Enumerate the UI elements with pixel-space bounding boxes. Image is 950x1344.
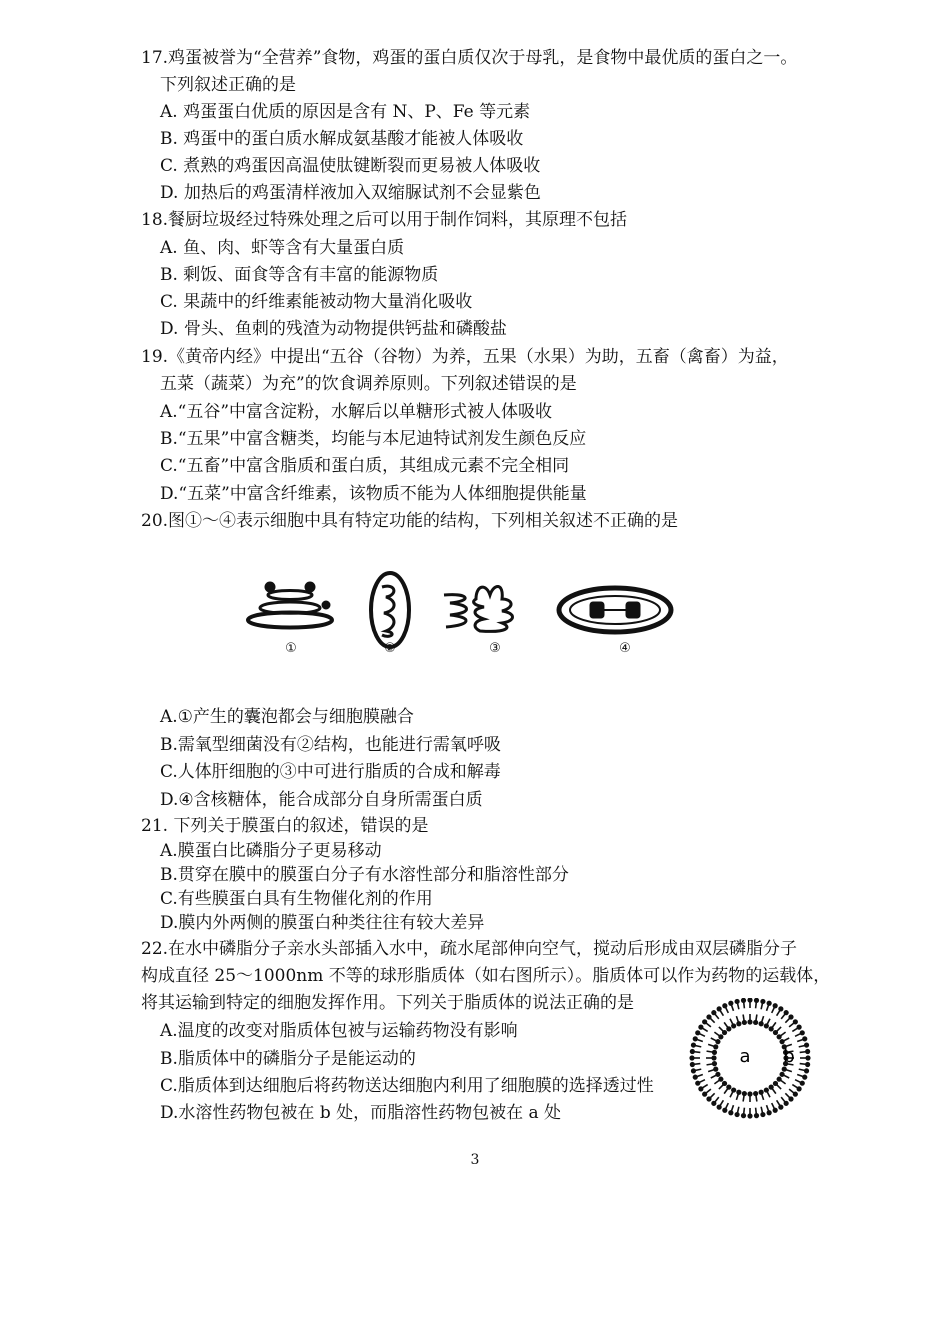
q18-option-b: B. 剩饭、面食等含有丰富的能源物质 bbox=[160, 265, 439, 285]
q17-stem-line2: 下列叙述正确的是 bbox=[160, 75, 296, 95]
q18-option-a: A. 鱼、肉、虾等含有大量蛋白质 bbox=[160, 238, 405, 258]
mitochondrion-drawing bbox=[371, 573, 409, 647]
q21-option-b: B.贯穿在膜中的膜蛋白分子有水溶性部分和脂溶性部分 bbox=[160, 865, 569, 885]
chloroplast-drawing bbox=[559, 588, 671, 632]
q20-stem-line1: 20.图①～④表示细胞中具有特定功能的结构，下列相关叙述不正确的是 bbox=[141, 511, 679, 531]
q22-stem-line1: 22.在水中磷脂分子亲水头部插入水中，疏水尾部伸向空气，搅动后形成由双层磷脂分子 bbox=[141, 939, 798, 959]
q17-stem-line1: 17.鸡蛋被誉为“全营养”食物，鸡蛋的蛋白质仅次于母乳，是食物中最优质的蛋白之一。 bbox=[141, 48, 798, 68]
q21-option-c: C.有些膜蛋白具有生物催化剂的作用 bbox=[160, 889, 433, 909]
liposome-label-b: b bbox=[783, 1046, 795, 1067]
golgi-apparatus-drawing bbox=[248, 583, 332, 628]
q22-stem-line3: 将其运输到特定的细胞发挥作用。下列关于脂质体的说法正确的是 bbox=[141, 993, 634, 1013]
q19-option-a: A.“五谷”中富含淀粉，水解后以单糖形式被人体吸收 bbox=[160, 402, 553, 422]
q22-option-d: D.水溶性药物包被在 b 处，而脂溶性药物包被在 a 处 bbox=[160, 1103, 562, 1123]
q18-option-c: C. 果蔬中的纤维素能被动物大量消化吸收 bbox=[160, 292, 473, 312]
q17-option-a: A. 鸡蛋蛋白优质的原因是含有 N、P、Fe 等元素 bbox=[160, 102, 531, 122]
q20-option-c: C.人体肝细胞的③中可进行脂质的合成和解毒 bbox=[160, 762, 501, 782]
figure-label-2: ② bbox=[384, 641, 396, 656]
q20-option-d: D.④含核糖体，能合成部分自身所需蛋白质 bbox=[160, 790, 483, 810]
q19-stem-line1: 19.《黄帝内经》中提出“五谷（谷物）为养，五果（水果）为助，五畜（禽畜）为益， bbox=[141, 347, 789, 367]
q18-stem-line1: 18.餐厨垃圾经过特殊处理之后可以用于制作饲料，其原理不包括 bbox=[141, 210, 628, 230]
q21-option-a: A.膜蛋白比磷脂分子更易移动 bbox=[160, 841, 382, 861]
q22-option-a: A.温度的改变对脂质体包被与运输药物没有影响 bbox=[160, 1021, 518, 1041]
organelle-figure bbox=[240, 565, 690, 675]
q19-option-b: B.“五果”中富含糖类，均能与本尼迪特试剂发生颜色反应 bbox=[160, 429, 587, 449]
figure-label-3: ③ bbox=[489, 641, 501, 656]
q17-option-c: C. 煮熟的鸡蛋因高温使肽键断裂而更易被人体吸收 bbox=[160, 156, 541, 176]
figure-label-4: ④ bbox=[619, 641, 631, 656]
page-number: 3 bbox=[470, 1152, 480, 1168]
q19-option-d: D.“五菜”中富含纤维素，该物质不能为人体细胞提供能量 bbox=[160, 484, 587, 504]
q18-option-d: D. 骨头、鱼刺的残渣为动物提供钙盐和磷酸盐 bbox=[160, 319, 507, 339]
q17-option-b: B. 鸡蛋中的蛋白质水解成氨基酸才能被人体吸收 bbox=[160, 129, 524, 149]
q19-option-c: C.“五畜”中富含脂质和蛋白质，其组成元素不完全相同 bbox=[160, 456, 570, 476]
q20-option-b: B.需氧型细菌没有②结构，也能进行需氧呼吸 bbox=[160, 735, 501, 755]
q19-stem-line2: 五菜（蔬菜）为充”的饮食调养原则。下列叙述错误的是 bbox=[160, 374, 577, 394]
q21-stem-line1: 21. 下列关于膜蛋白的叙述，错误的是 bbox=[141, 816, 429, 836]
liposome-figure bbox=[685, 998, 815, 1128]
q17-option-d: D. 加热后的鸡蛋清样液加入双缩脲试剂不会显紫色 bbox=[160, 183, 541, 203]
liposome-label-a: a bbox=[739, 1046, 751, 1067]
q22-option-c: C.脂质体到达细胞后将药物送达细胞内利用了细胞膜的选择透过性 bbox=[160, 1076, 654, 1096]
q22-stem-line2: 构成直径 25～1000nm 不等的球形脂质体（如右图所示）。脂质体可以作为药物的运载体， bbox=[141, 966, 831, 986]
q22-option-b: B.脂质体中的磷脂分子是能运动的 bbox=[160, 1049, 416, 1069]
endoplasmic-reticulum-drawing bbox=[444, 586, 513, 631]
figure-label-1: ① bbox=[285, 641, 297, 656]
q20-option-a: A.①产生的囊泡都会与细胞膜融合 bbox=[160, 707, 414, 727]
q21-option-d: D.膜内外两侧的膜蛋白种类往往有较大差异 bbox=[160, 913, 485, 933]
